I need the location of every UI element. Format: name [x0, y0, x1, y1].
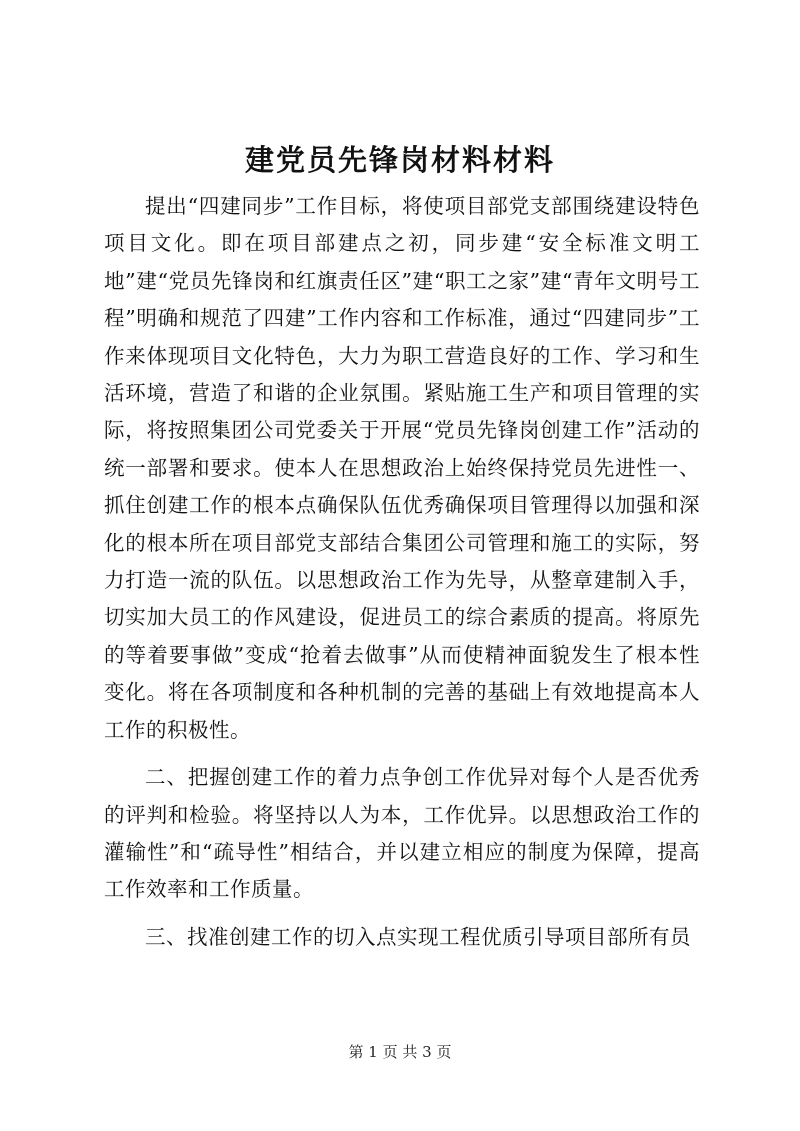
page-number-footer: 第 1 页 共 3 页 [348, 1043, 452, 1061]
paragraph-2: 二、把握创建工作的着力点争创工作优异对每个人是否优秀的评判和检验。将坚持以人为本，工作优异。以思想政治工作的灌输性”和“疏导性”相结合，并以建立相应的制度为保障，提高工作效率和工作质量。 [104, 765, 700, 902]
paragraph-3: 三、找准创建工作的切入点实现工程优质引导项目部所有员 [145, 924, 691, 949]
document-body [104, 188, 700, 956]
paragraph-1: 提出“四建同步”工作目标，将使项目部党支部围绕建设特色项目文化。即在项目部建点之初，同步建“安全标准文明工地”建“党员先锋岗和红旗责任区”建“职工之家”建“青年文明号工程”明确和规范了四建”工作内容和工作标准，通过“四建同步”工作来体现项目文化特色，大力为职工营造良好的工作、学习和生活环境，营造了和谐的企业氛围。紧贴施工生产和项目管理的实际，将按照集团公司党委关于开展“党员先锋岗创建工作”活动的统一部署和要求。使本人在思想政治上始终保持党员先进性一、抓住创建工作的根本点确保队伍优秀确保项目管理得以加强和深化的根本所在项目部党支部结合集团公司管理和施工的实际，努力打造一流的队伍。以思想政治工作为先导，从整章建制入手，切实加大员工的作风建设，促进员工的综合素质的提高。将原先的等着要事做”变成“抢着去做事”从而使精神面貌发生了根本性变化。将在各项制度和各种机制的完善的基础上有效地提高本人工作的积极性。 [104, 194, 700, 742]
document-title: 建党员先锋岗材料材料 [244, 143, 555, 177]
